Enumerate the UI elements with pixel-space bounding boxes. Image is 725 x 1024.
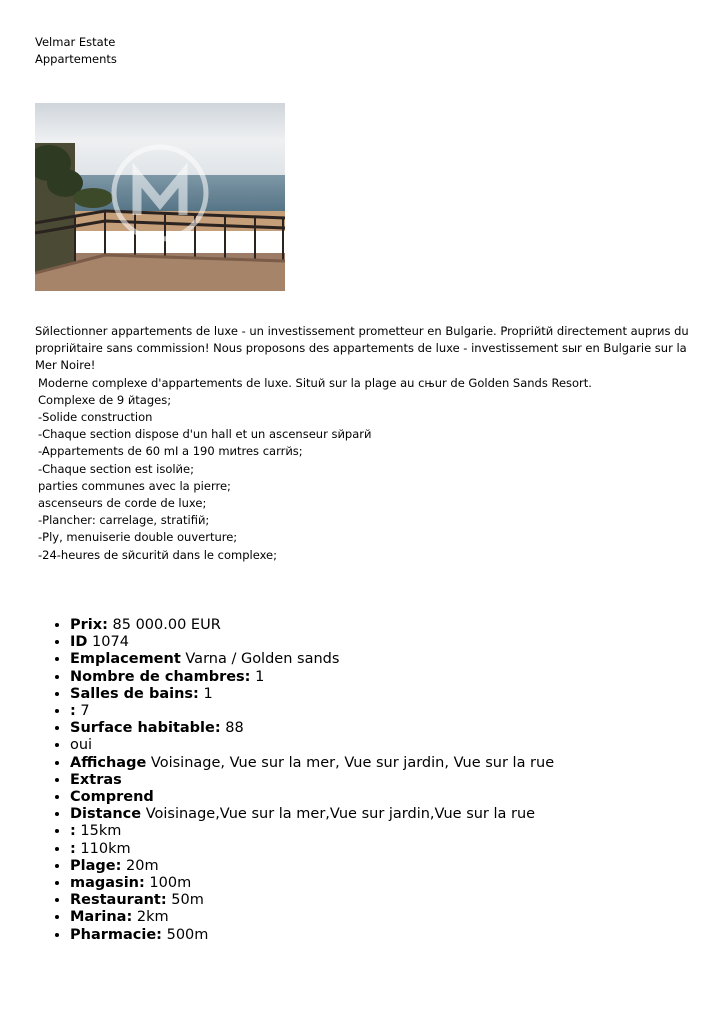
description-intro: Sйlectionner appartements de luxe - un investissement prometteur en Bulgarie. Propriйtй directement auprиs du propriйtaire sans commission! Nous proposons des appartements de luxe - investissement sыr en Bulgarie sur la Mer Noire! xyxy=(35,324,689,373)
detail-label: Plage: xyxy=(70,857,122,874)
detail-label: Nombre de chambres: xyxy=(70,668,251,685)
detail-item xyxy=(70,703,554,720)
detail-value: Voisinage, Vue sur la mer, Vue sur jardin, Vue sur la rue xyxy=(146,754,555,771)
detail-label: Restaurant: xyxy=(70,892,167,909)
description-line: Moderne complexe d'appartements de luxe. Situй sur la plage au cњur de Golden Sands Resort. xyxy=(38,375,592,390)
detail-value: 1074 xyxy=(87,634,129,651)
detail-label: : xyxy=(70,823,76,840)
description-line: -Appartements de 60 mІ a 190 mиtres carrйs; xyxy=(38,444,303,459)
detail-value: 88 xyxy=(220,720,244,737)
detail-value: 2km xyxy=(132,909,169,926)
detail-item xyxy=(70,737,554,754)
detail-item xyxy=(70,927,554,944)
detail-value: 15km xyxy=(75,823,122,840)
detail-label: Surface habitable: xyxy=(70,720,221,737)
detail-label: Salles de bains: xyxy=(70,685,199,702)
detail-item xyxy=(70,651,554,668)
detail-item xyxy=(70,858,554,875)
property-description xyxy=(35,323,695,564)
detail-item xyxy=(70,789,554,806)
detail-item xyxy=(70,823,554,840)
detail-label: : xyxy=(70,840,76,857)
detail-value: 110km xyxy=(75,840,131,857)
detail-item xyxy=(70,875,554,892)
detail-item xyxy=(70,617,554,634)
detail-value: 50m xyxy=(166,892,204,909)
section-title: Appartements xyxy=(35,52,117,66)
detail-label: ID xyxy=(70,634,88,651)
description-lines xyxy=(35,375,695,564)
detail-label: Pharmacie: xyxy=(70,926,162,943)
detail-label: Affichage xyxy=(70,754,147,771)
detail-label: Emplacement xyxy=(70,651,181,668)
detail-value: 7 xyxy=(75,703,90,720)
description-line: -Chaque section est isolйe; xyxy=(38,461,194,476)
detail-item xyxy=(70,755,554,772)
detail-value: 1 xyxy=(250,668,265,685)
description-line: -24-heures de sйcuritй dans le complexe; xyxy=(38,547,277,562)
detail-label: : xyxy=(70,703,76,720)
description-line: -Chaque section dispose d'un hall et un ascenseur sйparй xyxy=(38,427,372,442)
detail-item xyxy=(70,772,554,789)
detail-value: 1 xyxy=(198,685,213,702)
detail-item xyxy=(70,669,554,686)
detail-item xyxy=(70,806,554,823)
company-name: Velmar Estate xyxy=(35,35,116,49)
description-line: parties communes avec la pierre; xyxy=(38,478,231,493)
detail-item xyxy=(70,720,554,737)
description-line: Complexe de 9 йtages; xyxy=(38,392,172,407)
page-header xyxy=(35,34,117,68)
detail-label: magasin: xyxy=(70,875,145,892)
description-line: -Solide construction xyxy=(38,410,153,425)
property-details-list xyxy=(35,617,554,944)
description-line: ascenseurs de corde de luxe; xyxy=(38,496,207,511)
detail-value: Varna / Golden sands xyxy=(180,651,340,668)
detail-item xyxy=(70,634,554,651)
detail-item xyxy=(70,841,554,858)
detail-value: 100m xyxy=(144,875,192,892)
detail-value: 20m xyxy=(121,857,159,874)
description-line: -Ply, menuiserie double ouverture; xyxy=(38,530,238,545)
detail-value: oui xyxy=(70,737,93,754)
detail-label: Prix: xyxy=(70,617,108,633)
detail-label: Extras xyxy=(70,771,122,788)
detail-label: Marina: xyxy=(70,909,133,926)
detail-item xyxy=(70,909,554,926)
detail-value: Voisinage,Vue sur la mer,Vue sur jardin,Vue sur la rue xyxy=(141,806,536,823)
balcony-sea-view-image xyxy=(35,103,285,291)
detail-value: 85 000.00 EUR xyxy=(107,617,221,633)
detail-item xyxy=(70,686,554,703)
property-photo xyxy=(35,103,285,291)
detail-item xyxy=(70,892,554,909)
detail-value: 500m xyxy=(161,926,209,943)
detail-label: Comprend xyxy=(70,789,154,806)
detail-label: Distance xyxy=(70,806,142,823)
description-line: -Plancher: carrelage, stratifiй; xyxy=(38,513,210,528)
